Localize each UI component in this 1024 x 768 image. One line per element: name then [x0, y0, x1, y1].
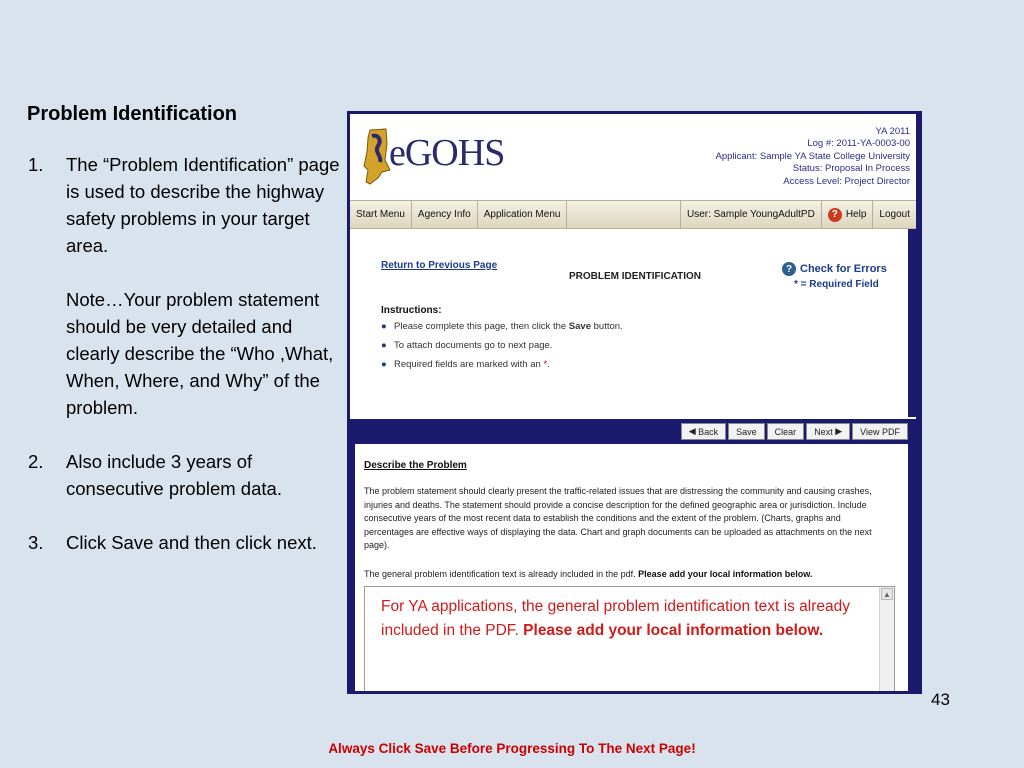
step-number: 1. [28, 154, 44, 175]
instructions-title: Instructions: [381, 305, 442, 316]
required-field-note: * = Required Field [794, 279, 879, 290]
step-text: Click Save and then click next. [66, 532, 317, 553]
slide-title: Problem Identification [27, 103, 238, 125]
general-note: The general problem identification text is already included in the pdf. Please add your local information below. [364, 569, 813, 579]
problem-statement-textarea[interactable] [364, 586, 895, 691]
step-number: 3. [28, 532, 44, 553]
step-text: The “Problem Identification” page is used to describe the highway safety problems in your target area. [66, 154, 340, 256]
help-button[interactable] [822, 201, 874, 228]
steps-list [28, 151, 346, 556]
step-text: Also include 3 years of consecutive problem data. [66, 451, 282, 499]
next-button[interactable]: Next ▶ [806, 423, 850, 440]
back-button[interactable]: ◀ Back [681, 423, 726, 440]
instructions-list [381, 321, 623, 378]
section-title: Describe the Problem [364, 460, 467, 471]
menu-agency-info[interactable]: Agency Info [412, 201, 478, 228]
logo-text: eGOHS [389, 132, 505, 174]
back-arrow-icon: ◀ [688, 426, 696, 436]
info-line: Access Level: Project Director [783, 175, 910, 187]
check-errors-label: Check for Errors [800, 263, 887, 275]
instruction-item: ● Required fields are marked with an *. [381, 359, 550, 370]
step-1 [28, 151, 346, 421]
menu-bar [350, 200, 916, 229]
save-button[interactable]: Save [728, 423, 765, 440]
instruction-item: ● To attach documents go to next page. [381, 340, 553, 351]
step-3 [28, 529, 346, 556]
info-line: Applicant: Sample YA State College University [715, 150, 910, 162]
scroll-up-icon[interactable]: ▲ [881, 588, 893, 600]
logout-button[interactable]: Logout [879, 209, 910, 220]
info-line: YA 2011 [875, 126, 910, 137]
application-info [716, 126, 911, 188]
info-line: Status: Proposal In Process [792, 163, 910, 175]
step-number: 2. [28, 451, 44, 472]
textarea-content: For YA applications, the general problem identification text is already included in the PDF. Please add your local information below. [381, 598, 850, 639]
question-icon: ? [782, 262, 796, 276]
step-2 [28, 448, 346, 502]
view-pdf-button[interactable]: View PDF [852, 423, 908, 440]
footer-note: Always Click Save Before Progressing To The Next Page! [328, 741, 696, 756]
page-number: 43 [931, 690, 950, 709]
form-frame [350, 419, 916, 691]
app-screenshot [347, 111, 922, 694]
form-toolbar [679, 423, 908, 440]
page-title: PROBLEM IDENTIFICATION [569, 271, 702, 282]
instruction-item: ● Please complete this page, then click the Save button. [381, 321, 623, 332]
page-header-panel [350, 229, 916, 417]
current-user: User: Sample YoungAdultPD [681, 201, 822, 228]
return-link[interactable]: Return to Previous Page [381, 260, 498, 271]
help-label: Help [845, 209, 867, 220]
clear-button[interactable]: Clear [767, 423, 805, 440]
next-arrow-icon: ▶ [835, 426, 843, 436]
app-header [350, 114, 916, 200]
section-description: The problem statement should clearly present the traffic-related issues that are distressing the community and causing crashes, injuries and deaths. The statement should provide a concise description for the defined geographic area or jurisdiction. Include consecutive years of the most recent data to establish the conditions and the extent of the problem. (Charts, graphs and percentages are effective ways of displaying the data. Chart and graph documents can be uploaded as attachments on the next page). [364, 486, 872, 550]
textarea-scrollbar[interactable] [879, 587, 894, 691]
check-errors-button[interactable] [782, 262, 887, 276]
menu-start[interactable]: Start Menu [350, 201, 412, 228]
help-icon: ? [828, 208, 842, 222]
info-line: Log #: 2011-YA-0003-00 [807, 138, 910, 150]
menu-application[interactable]: Application Menu [478, 201, 568, 228]
egohs-logo [356, 126, 505, 188]
step-note: Note…Your problem statement should be very detailed and clearly describe the “Who ,What, When, Where, and Why” of the problem. [66, 289, 334, 418]
describe-problem-panel [355, 444, 908, 691]
